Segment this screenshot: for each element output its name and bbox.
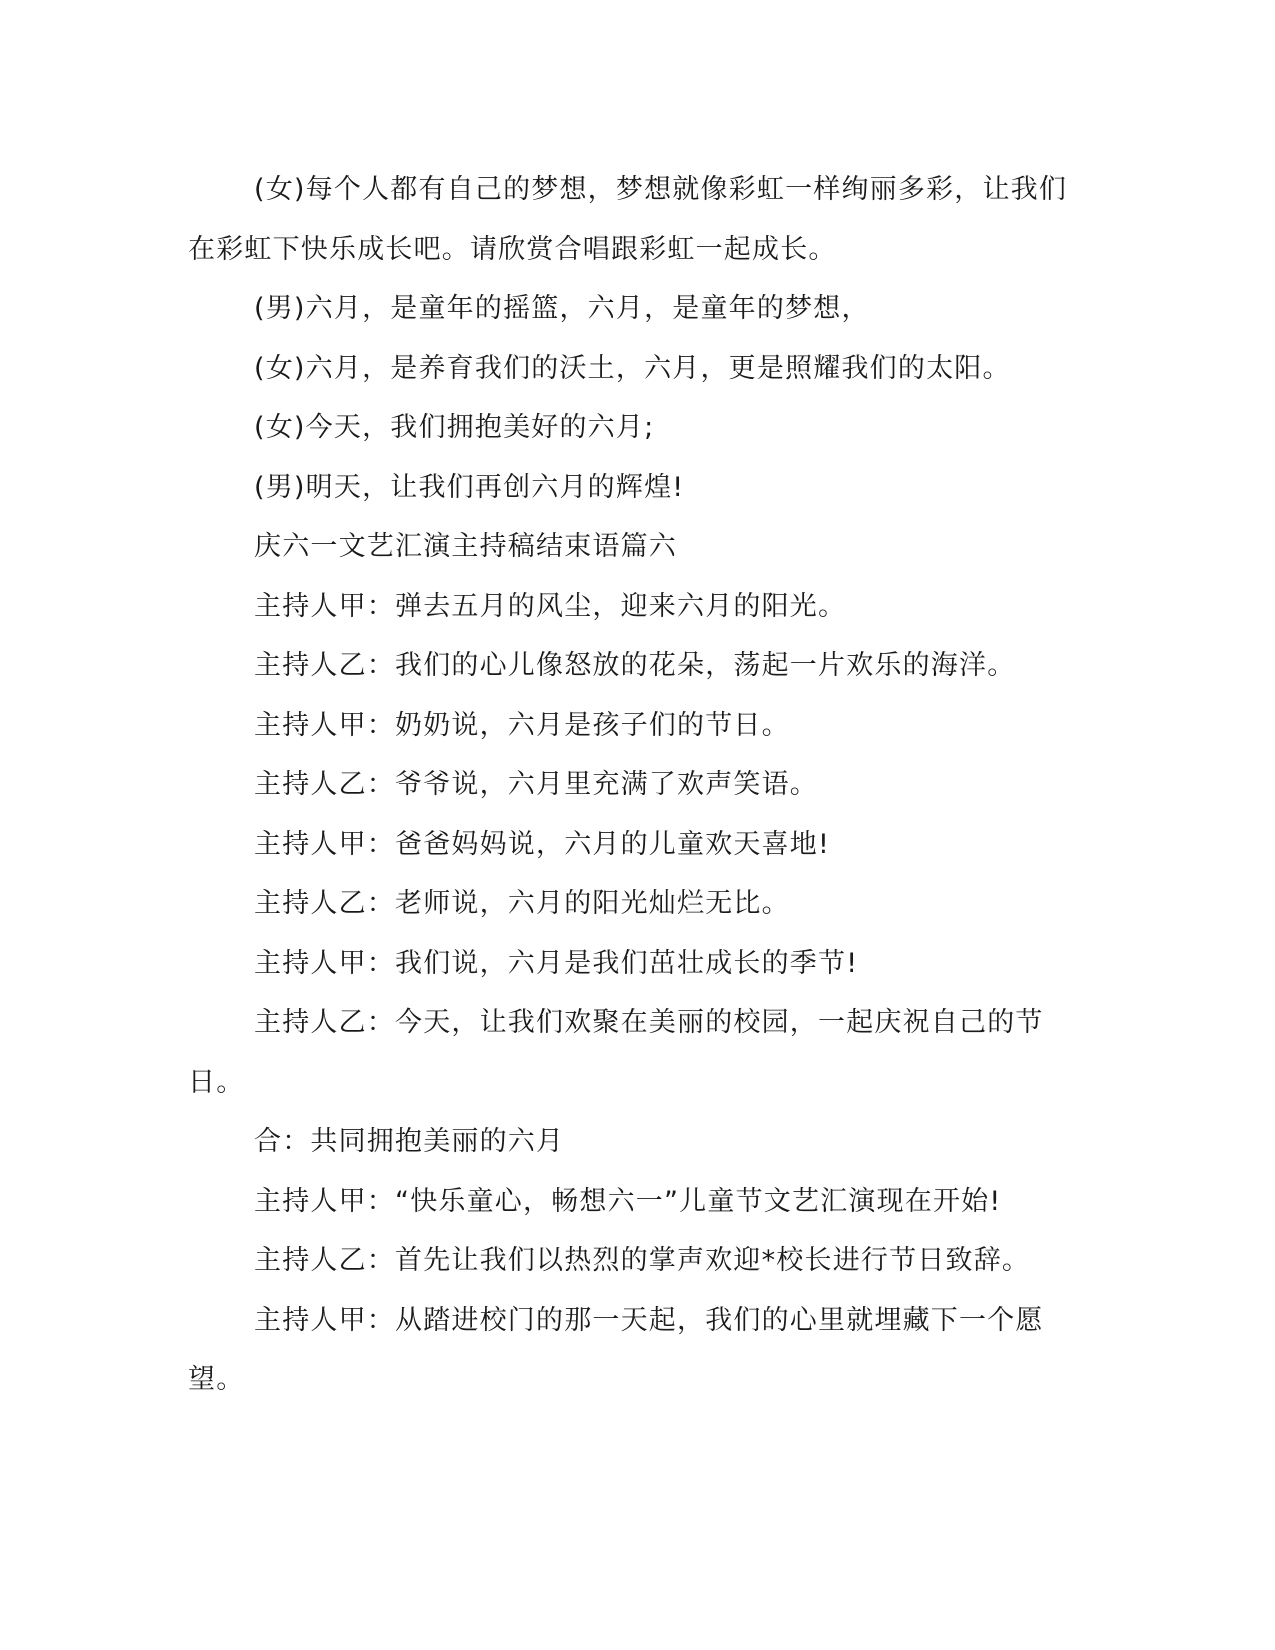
paragraph-host-a-1: 主持人甲：弹去五月的风尘，迎来六月的阳光。 (254, 590, 847, 622)
paragraph-today-embrace: (女)今天，我们拥抱美好的六月; (254, 412, 655, 443)
document-body (188, 160, 1068, 1410)
paragraph-june-soil: (女)六月，是养育我们的沃土，六月，更是照耀我们的太阳。 (254, 352, 1011, 384)
paragraph-host-a-4: 主持人甲：我们说，六月是我们茁壮成长的季节! (254, 947, 859, 979)
paragraph-host-a-5: 主持人甲：“快乐童心，畅想六一”儿童节文艺汇演现在开始! (254, 1185, 1002, 1217)
paragraph-tomorrow-glory: (男)明天，让我们再创六月的辉煌! (254, 471, 685, 503)
paragraph-june-cradle: (男)六月，是童年的摇篮，六月，是童年的梦想， (254, 293, 870, 324)
paragraph-host-b-5: 主持人乙：首先让我们以热烈的掌声欢迎*校长进行节日致辞。 (254, 1245, 1031, 1276)
paragraph-host-a-3: 主持人甲：爸爸妈妈说，六月的儿童欢天喜地! (254, 828, 831, 860)
paragraph-host-b-1: 主持人乙：我们的心儿像怒放的花朵，荡起一片欢乐的海洋。 (254, 650, 1016, 681)
paragraph-host-a-6: 主持人甲：从踏进校门的那一天起，我们的心里就埋藏下一个愿望。 (188, 1304, 1044, 1395)
paragraph-dream-rainbow: (女)每个人都有自己的梦想，梦想就像彩虹一样绚丽多彩，让我们在彩虹下快乐成长吧。请欣赏合唱跟彩虹一起成长。 (188, 174, 1068, 265)
paragraph-host-b-4: 主持人乙：今天，让我们欢聚在美丽的校园，一起庆祝自己的节日。 (188, 1007, 1044, 1098)
paragraph-together: 合：共同拥抱美丽的六月 (254, 1126, 565, 1157)
paragraph-host-a-2: 主持人甲：奶奶说，六月是孩子们的节日。 (254, 709, 790, 741)
paragraph-host-b-3: 主持人乙：老师说，六月的阳光灿烂无比。 (254, 888, 790, 919)
paragraph-host-b-2: 主持人乙：爷爷说，六月里充满了欢声笑语。 (254, 769, 818, 800)
section-heading: 庆六一文艺汇演主持稿结束语篇六 (254, 531, 677, 562)
